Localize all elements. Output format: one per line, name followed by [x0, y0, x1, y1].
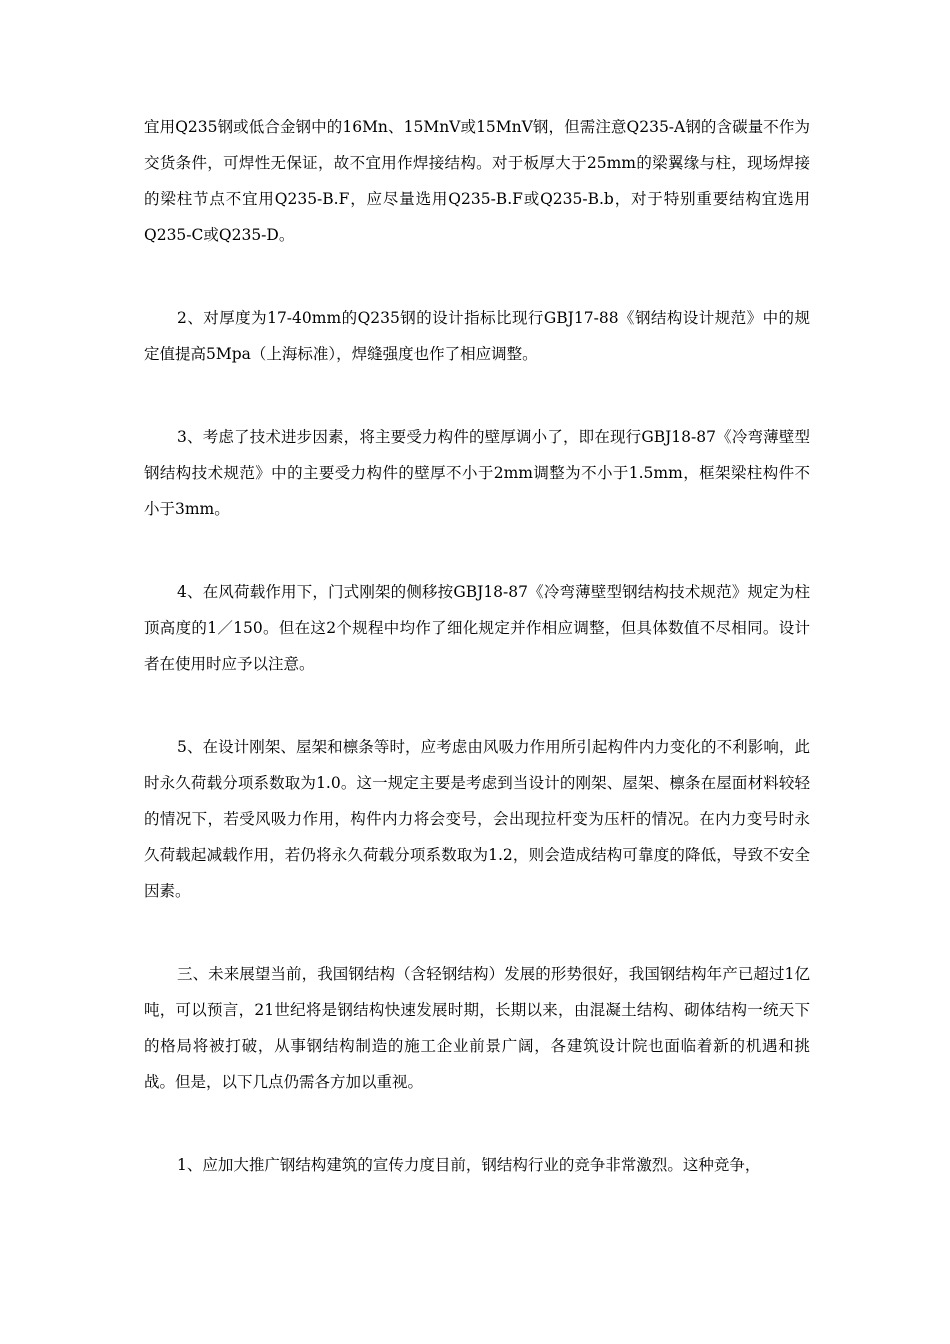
paragraph-item-5-wind-suction: 5、在设计刚架、屋架和檩条等时，应考虑由风吸力作用所引起构件内力变化的不利影响，此时永久荷载分项系数取为1.0。这一规定主要是考虑到当设计的刚架、屋架、檩条在屋面材料较轻的情况下，若受风吸力作用，构件内力将会变号，会出现拉杆变为压杆的情况。在内力变号时永久荷载起减载作用，若仍将永久荷载分项系数取为1.2，则会造成结构可靠度的降低，导致不安全因素。: [144, 738, 810, 900]
paragraph-steel-grade-selection: 宜用Q235钢或低合金钢中的16Mn、15MnV或15MnV钢，但需注意Q235-A钢的含碳量不作为交货条件，可焊性无保证，故不宜用作焊接结构。对于板厚大于25mm的梁翼缘与柱，现场焊接的梁柱节点不宜用Q235-B.F，应尽量选用Q235-B.F或Q235-B.b，对于特别重要结构宜选用Q235-C或Q235-D。: [144, 118, 810, 244]
paragraph-outlook-item-1: 1、应加大推广钢结构建筑的宣传力度目前，钢结构行业的竞争非常激烈。这种竞争，: [177, 1156, 761, 1174]
paragraph-item-3-wall-thickness: 3、考虑了技术进步因素，将主要受力构件的壁厚调小了，即在现行GBJ18-87《冷弯薄壁型钢结构技术规范》中的主要受力构件的壁厚不小于2mm调整为不小于1.5mm，框架梁柱构件不小于3mm。: [144, 428, 810, 518]
paragraph-item-4-wind-load: 4、在风荷载作用下，门式刚架的侧移按GBJ18-87《冷弯薄壁型钢结构技术规范》规定为柱顶高度的1／150。但在这2个规程中均作了细化规定并作相应调整，但具体数值不尽相同。设计者在使用时应予以注意。: [144, 583, 810, 673]
document-body: [144, 109, 810, 1183]
paragraph-item-2-design-index: 2、对厚度为17-40mm的Q235钢的设计指标比现行GBJ17-88《钢结构设计规范》中的规定值提高5Mpa（上海标准），焊缝强度也作了相应调整。: [144, 309, 810, 363]
paragraph-section-3-outlook: 三、未来展望当前，我国钢结构（含轻钢结构）发展的形势很好，我国钢结构年产已超过1亿吨，可以预言，21世纪将是钢结构快速发展时期，长期以来，由混凝土结构、砌体结构一统天下的格局将被打破，从事钢结构制造的施工企业前景广阔，各建筑设计院也面临着新的机遇和挑战。但是，以下几点仍需各方加以重视。: [144, 965, 810, 1091]
